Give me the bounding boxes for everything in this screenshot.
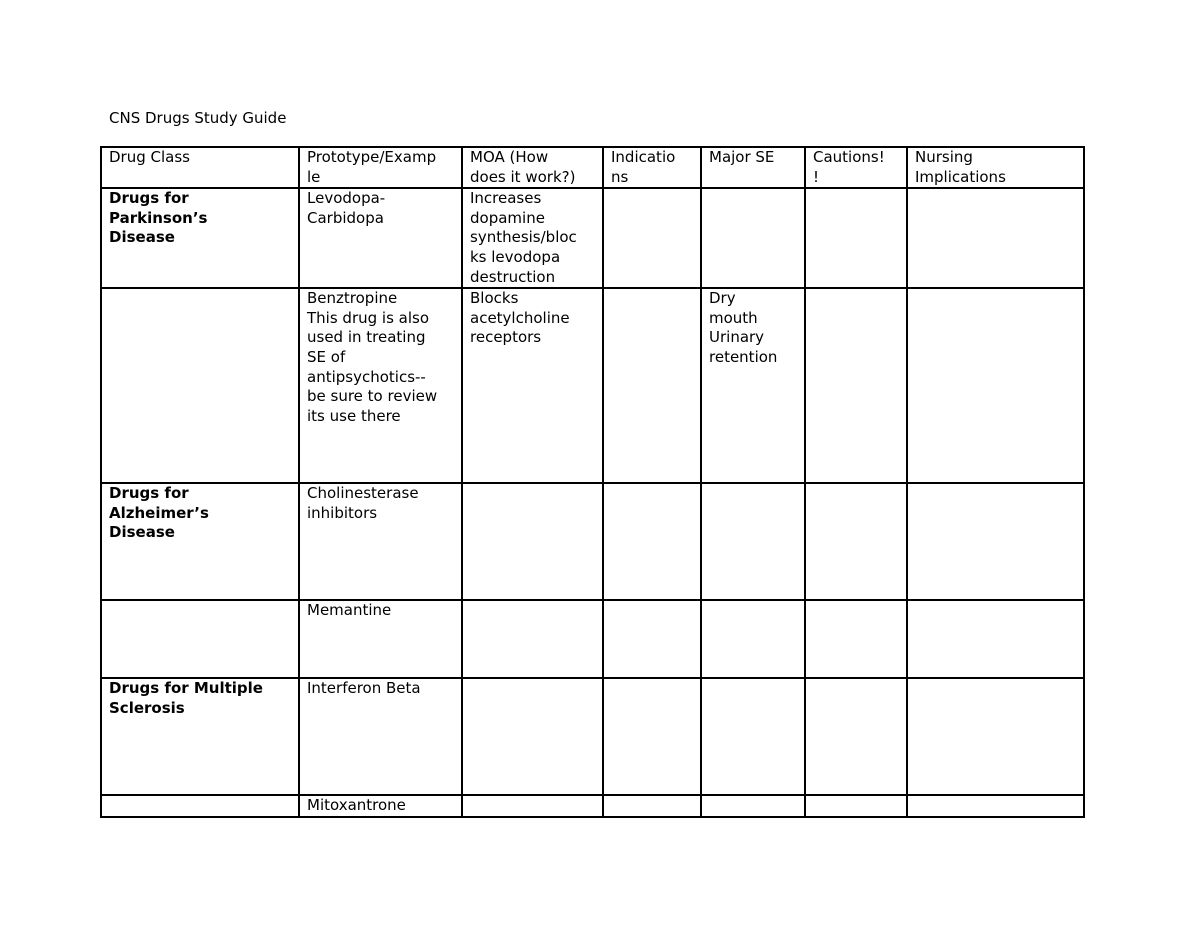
moa-cell: [462, 795, 603, 817]
cautions-cell: [805, 188, 907, 288]
prototype-cell: Cholinesterase inhibitors: [299, 483, 462, 600]
prototype-cell: Benztropine This drug is also used in treating SE of antipsychotics-- be sure to review its use there: [299, 288, 462, 483]
table-row: [101, 288, 1084, 483]
cautions-cell: [805, 288, 907, 483]
header-moa: MOA (How does it work?): [462, 147, 603, 188]
moa-cell: Increases dopamine synthesis/bloc ks levodopa destruction: [462, 188, 603, 288]
prototype-cell: Mitoxantrone: [299, 795, 462, 817]
indications-cell: [603, 483, 701, 600]
major-se-cell: [701, 483, 805, 600]
moa-cell: Blocks acetylcholine receptors: [462, 288, 603, 483]
drug-class-cell: Drugs for Alzheimer’s Disease: [101, 483, 299, 600]
cautions-cell: [805, 600, 907, 678]
table-row: [101, 678, 1084, 795]
indications-cell: [603, 795, 701, 817]
header-row: [101, 147, 1084, 188]
prototype-cell: Interferon Beta: [299, 678, 462, 795]
drug-class-cell: Drugs for Multiple Sclerosis: [101, 678, 299, 795]
major-se-cell: [701, 188, 805, 288]
indications-cell: [603, 288, 701, 483]
nursing-cell: [907, 600, 1084, 678]
study-guide-table: [100, 146, 1085, 818]
major-se-cell: [701, 600, 805, 678]
cautions-cell: [805, 678, 907, 795]
nursing-cell: [907, 188, 1084, 288]
drug-class-cell: [101, 288, 299, 483]
indications-cell: [603, 678, 701, 795]
prototype-cell: Memantine: [299, 600, 462, 678]
indications-cell: [603, 188, 701, 288]
moa-cell: [462, 600, 603, 678]
indications-cell: [603, 600, 701, 678]
document-title: CNS Drugs Study Guide: [109, 109, 287, 127]
table-row: [101, 600, 1084, 678]
table-row: [101, 795, 1084, 817]
header-drug-class: Drug Class: [101, 147, 299, 188]
prototype-cell: Levodopa- Carbidopa: [299, 188, 462, 288]
header-major-se: Major SE: [701, 147, 805, 188]
major-se-cell: [701, 678, 805, 795]
header-indications: Indicatio ns: [603, 147, 701, 188]
table-row: [101, 188, 1084, 288]
table-row: [101, 483, 1084, 600]
drug-class-cell: [101, 795, 299, 817]
header-cautions: Cautions! !: [805, 147, 907, 188]
cautions-cell: [805, 483, 907, 600]
nursing-cell: [907, 678, 1084, 795]
nursing-cell: [907, 795, 1084, 817]
major-se-cell: [701, 795, 805, 817]
drug-class-cell: Drugs for Parkinson’s Disease: [101, 188, 299, 288]
header-prototype: Prototype/Examp le: [299, 147, 462, 188]
cautions-cell: [805, 795, 907, 817]
drug-class-cell: [101, 600, 299, 678]
header-nursing-implications: Nursing Implications: [907, 147, 1084, 188]
major-se-cell: Dry mouth Urinary retention: [701, 288, 805, 483]
moa-cell: [462, 483, 603, 600]
nursing-cell: [907, 483, 1084, 600]
moa-cell: [462, 678, 603, 795]
nursing-cell: [907, 288, 1084, 483]
